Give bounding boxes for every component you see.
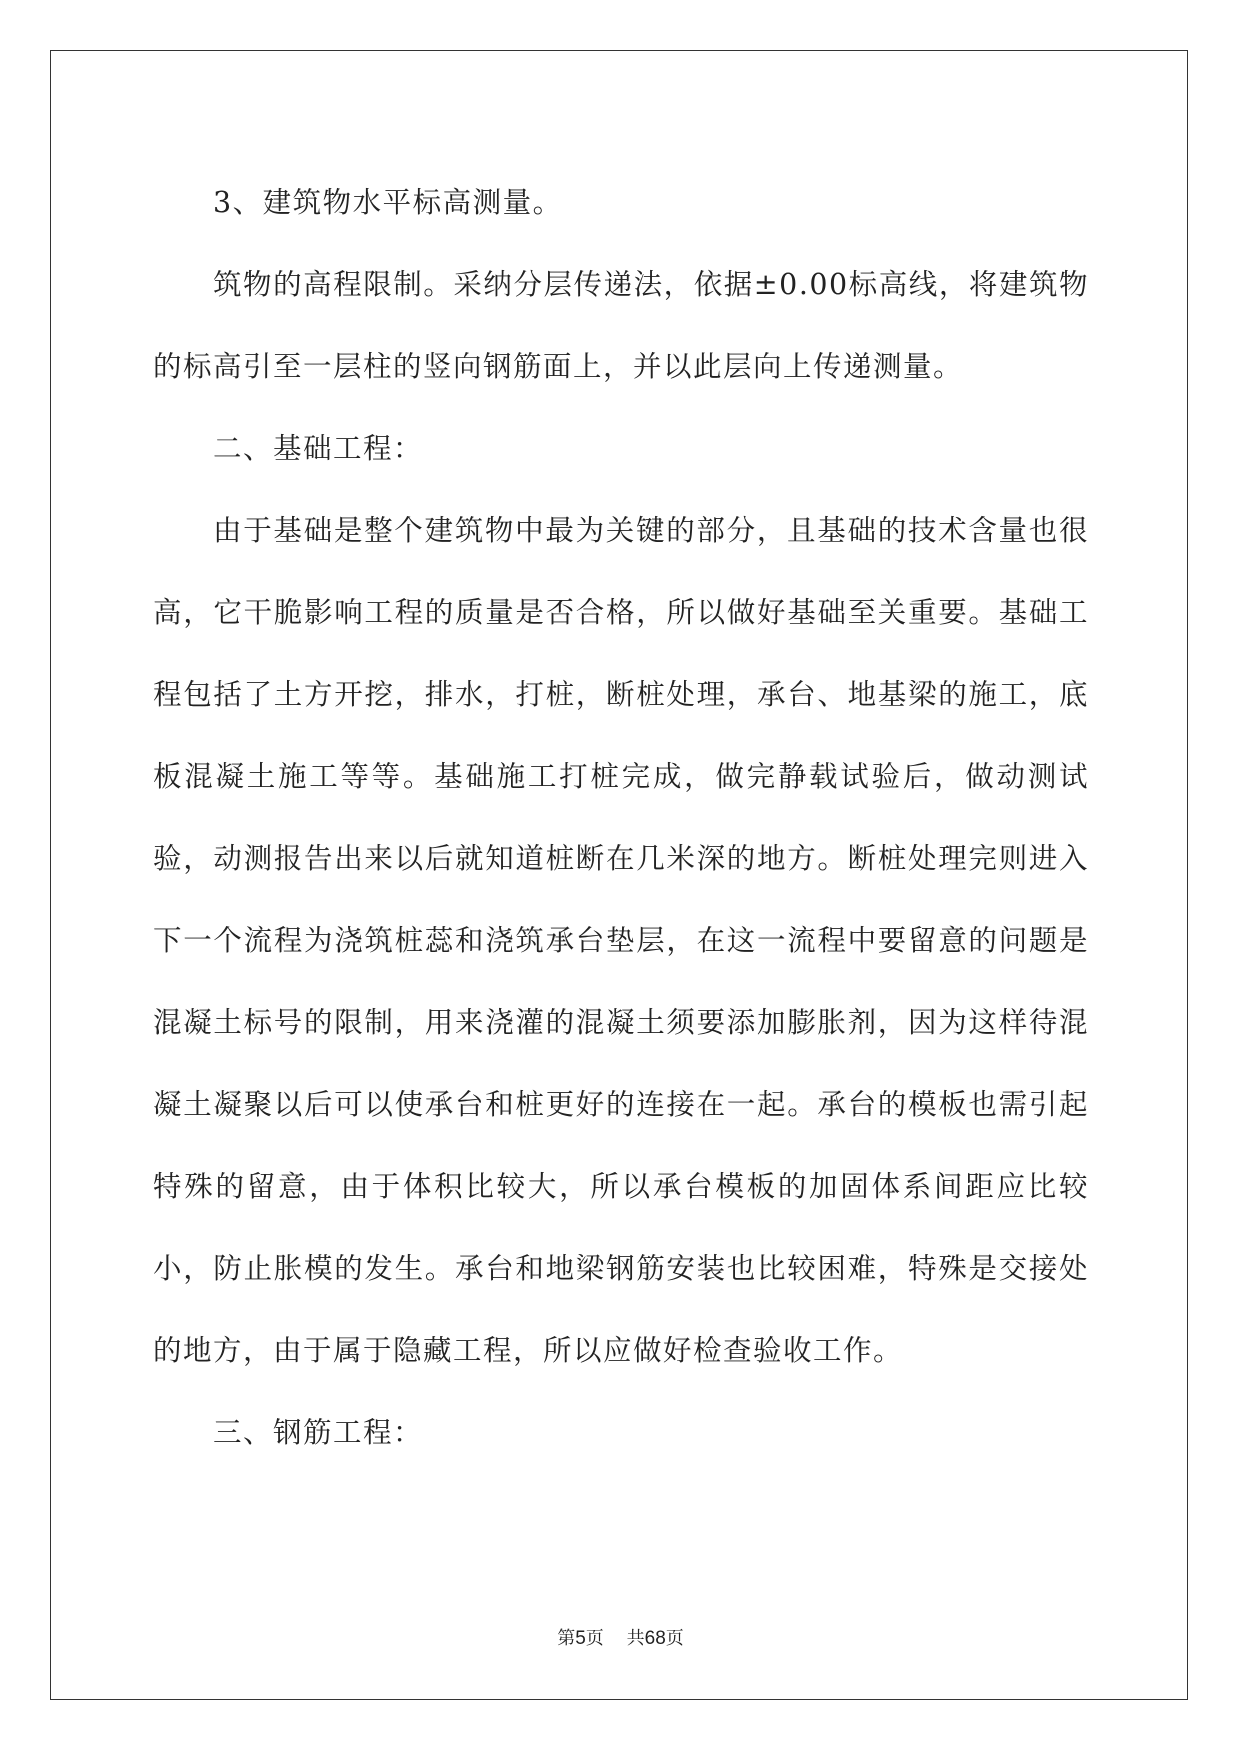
heading-rebar-works: 三、钢筋工程： (213, 1416, 424, 1449)
document-body (153, 162, 1089, 1474)
paragraph-elevation-control: 筑物的高程限制。采纳分层传递法，依据±0.00标高线，将建筑物的标高引至一层柱的竖向钢筋面上，并以此层向上传递测量。 (153, 268, 1089, 383)
paragraph-foundation-details: 由于基础是整个建筑物中最为关键的部分，且基础的技术含量也很高，它干脆影响工程的质量是否合格，所以做好基础至关重要。基础工程包括了土方开挖，排水，打桩，断桩处理，承台、地基梁的施工，底板混凝土施工等等。基础施工打桩完成，做完静载试验后，做动测试验，动测报告出来以后就知道桩断在几米深的地方。断桩处理完则进入下一个流程为浇筑桩蕊和浇筑承台垫层，在这一流程中要留意的问题是混凝土标号的限制，用来浇灌的混凝土须要添加膨胀剂，因为这样待混凝土凝聚以后可以使承台和桩更好的连接在一起。承台的模板也需引起特殊的留意，由于体积比较大，所以承台模板的加固体系间距应比较小，防止胀模的发生。承台和地梁钢筋安装也比较困难，特殊是交接处的地方，由于属于隐藏工程，所以应做好检查验收工作。 (153, 514, 1089, 1367)
page-total: 68 (644, 1628, 666, 1649)
total-unit: 页 (665, 1628, 684, 1649)
heading-foundation-works: 二、基础工程： (213, 432, 424, 465)
heading-level-measurement: 3、建筑物水平标高测量。 (213, 186, 563, 219)
page-current: 5 (575, 1628, 586, 1649)
page-unit: 页 (585, 1628, 604, 1649)
page-prefix: 第 (557, 1628, 576, 1649)
total-prefix: 共 (626, 1628, 645, 1649)
page-footer (0, 1624, 1241, 1650)
